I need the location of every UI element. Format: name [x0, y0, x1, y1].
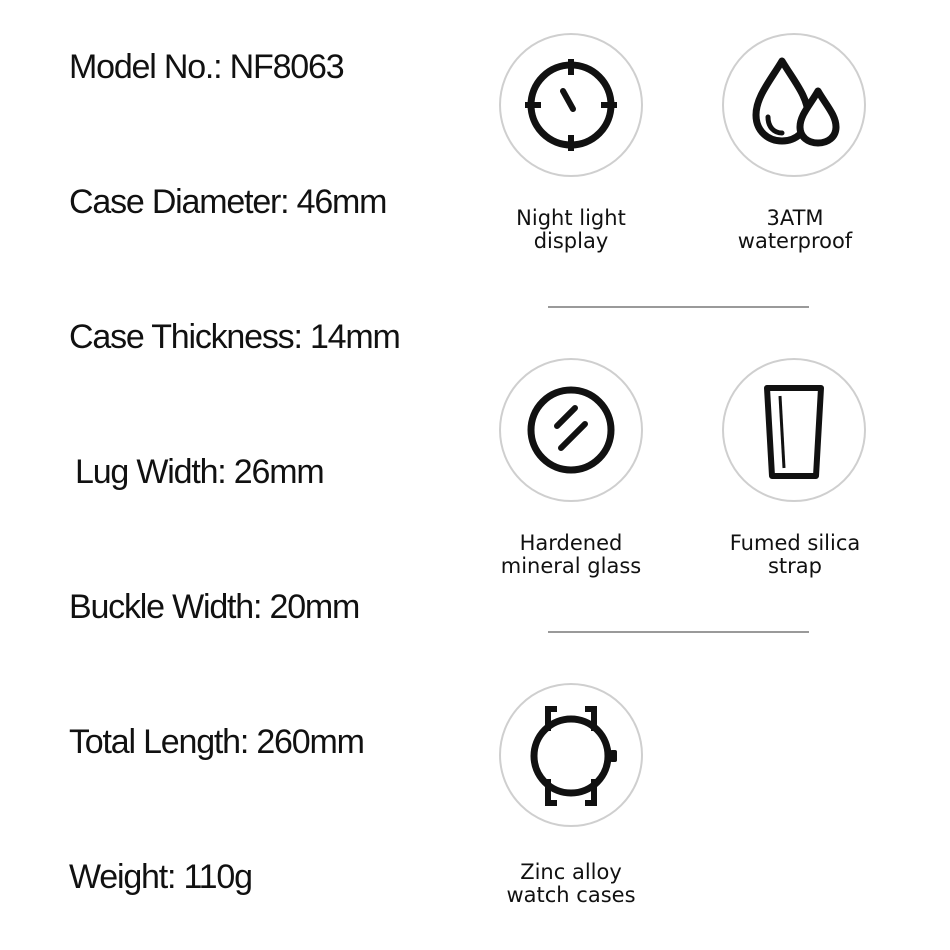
spec-lug-width: Lug Width: 26mm: [75, 453, 324, 491]
feature-night-light-caption: [461, 207, 681, 253]
feature-waterproof-badge: [722, 33, 866, 177]
caption-line: 3ATM: [766, 206, 824, 230]
spec-buckle-width: Buckle Width: 20mm: [69, 588, 360, 626]
caption-line: mineral glass: [500, 554, 642, 578]
feature-glass-badge: [499, 358, 643, 502]
caption-line: waterproof: [737, 229, 853, 253]
caption-line: Night light: [516, 206, 626, 230]
feature-waterproof-caption: [685, 207, 905, 253]
spec-model-number: Model No.: NF8063: [69, 48, 344, 86]
spec-case-diameter: Case Diameter: 46mm: [69, 183, 387, 221]
caption-line: Zinc alloy: [520, 860, 622, 884]
divider: [548, 306, 809, 308]
caption-line: watch cases: [506, 883, 636, 907]
spec-case-thickness: Case Thickness: 14mm: [69, 318, 400, 356]
feature-case-badge: [499, 683, 643, 827]
feature-strap-badge: [722, 358, 866, 502]
caption-line: Fumed silica: [729, 531, 861, 555]
spec-weight: Weight: 110g: [69, 858, 252, 896]
feature-case-caption: [461, 861, 681, 907]
caption-line: display: [533, 229, 609, 253]
glass-lens-icon: [501, 360, 641, 500]
feature-night-light-badge: [499, 33, 643, 177]
watch-case-icon: [501, 685, 641, 825]
strap-cup-icon: [724, 360, 864, 500]
caption-line: strap: [767, 554, 822, 578]
water-drops-icon: [724, 35, 864, 175]
feature-glass-caption: [461, 532, 681, 578]
caption-line: Hardened: [519, 531, 623, 555]
feature-strap-caption: [685, 532, 905, 578]
clock-icon: [501, 35, 641, 175]
divider: [548, 631, 809, 633]
spec-total-length: Total Length: 260mm: [69, 723, 364, 761]
